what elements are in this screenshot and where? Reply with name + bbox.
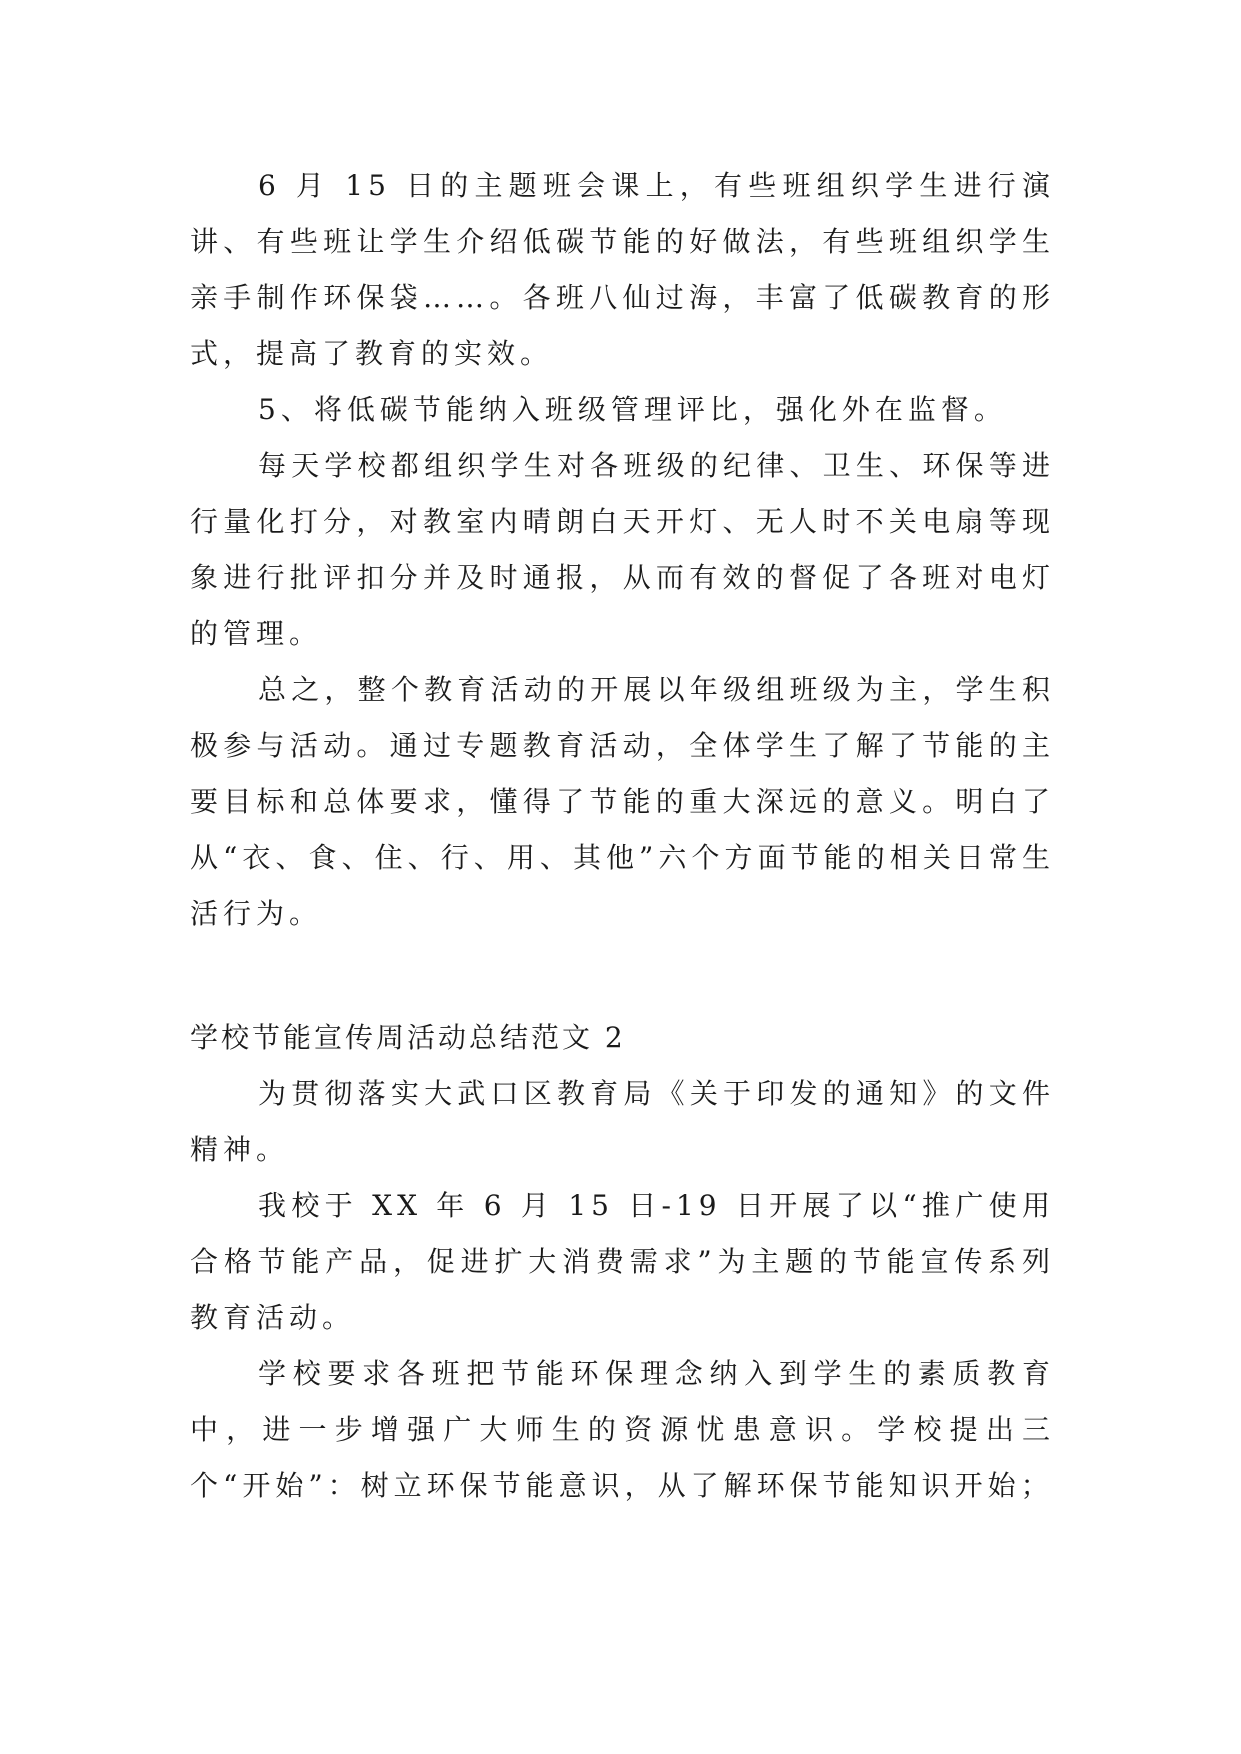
section-title: 学校节能宣传周活动总结范文 2 bbox=[190, 1021, 626, 1054]
paragraph-class-meeting: 6 月 15 日的主题班会课上，有些班组织学生进行演讲、有些班让学生介绍低碳节能的好做法，有些班组织学生亲手制作环保袋……。各班八仙过海，丰富了低碳教育的形式，提高了教育的实效。 bbox=[190, 169, 1055, 370]
paragraph-school-requirements: 学校要求各班把节能环保理念纳入到学生的素质教育中，进一步增强广大师生的资源忧患意识。学校提出三个“开始”：树立环保节能意识，从了解环保节能知识开始； bbox=[190, 1357, 1055, 1502]
paragraph-activity-dates: 我校于 XX 年 6 月 15 日-19 日开展了以“推广使用合格节能产品，促进扩大消费需求”为主题的节能宣传系列教育活动。 bbox=[190, 1189, 1055, 1334]
paragraph-daily-inspection: 每天学校都组织学生对各班级的纪律、卫生、环保等进行量化打分，对教室内晴朗白天开灯、无人时不关电扇等现象进行批评扣分并及时通报，从而有效的督促了各班对电灯的管理。 bbox=[190, 449, 1055, 650]
document-body bbox=[190, 158, 1055, 1514]
paragraph-implement-notice: 为贯彻落实大武口区教育局《关于印发的通知》的文件精神。 bbox=[190, 1077, 1055, 1166]
paragraph-summary: 总之，整个教育活动的开展以年级组班级为主，学生积极参与活动。通过专题教育活动，全体学生了解了节能的主要目标和总体要求，懂得了节能的重大深远的意义。明白了从“衣、食、住、行、用、其他”六个方面节能的相关日常生活行为。 bbox=[190, 673, 1055, 930]
paragraph-point-5: 5、将低碳节能纳入班级管理评比，强化外在监督。 bbox=[258, 393, 1007, 426]
